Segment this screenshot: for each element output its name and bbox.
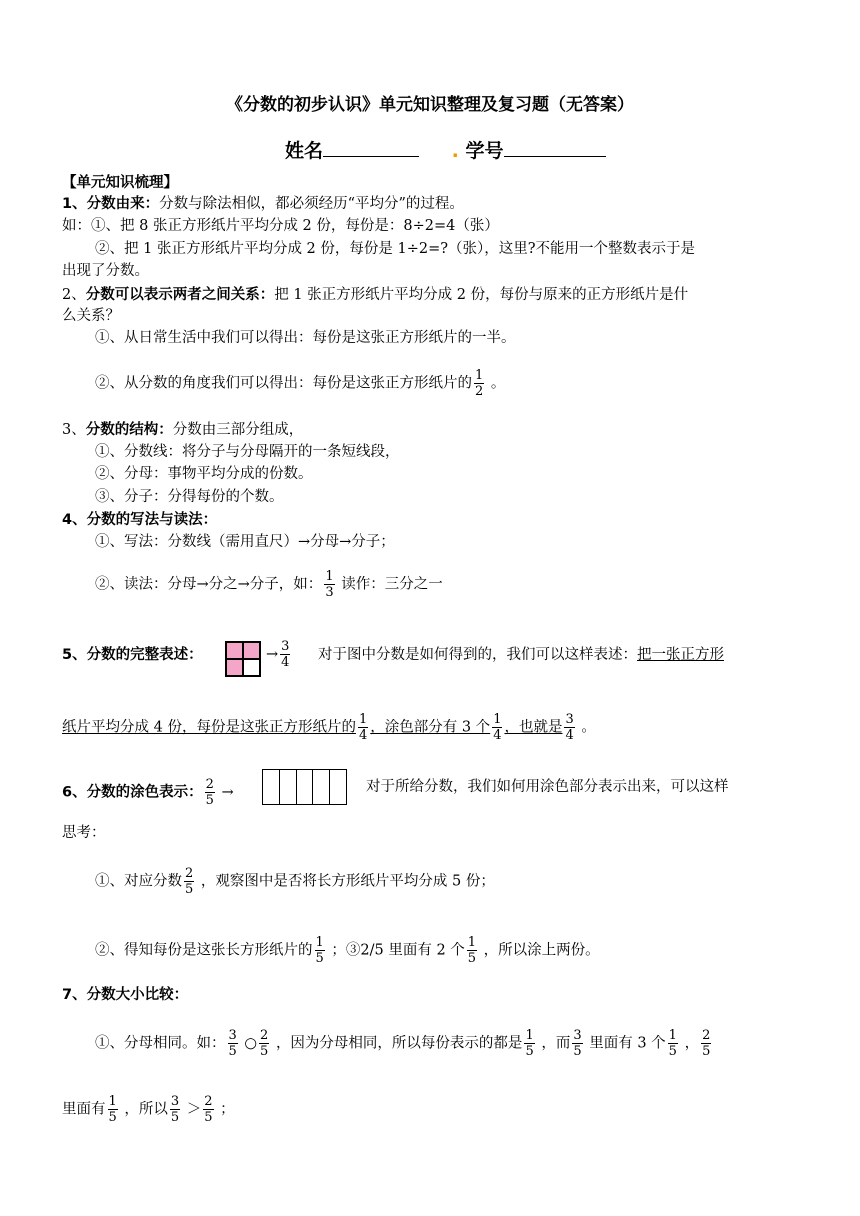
rect-part [263, 770, 280, 804]
fraction-two-fifths: $\frac{2}{5}$ [185, 866, 194, 897]
rect-part [313, 770, 330, 804]
fraction-third: $\frac{1}{3}$ [325, 569, 334, 600]
id-label: 学号 [465, 140, 504, 162]
s7-p1: ①、分母相同。如： $\frac{3}{5}$ ○ $\frac{2}{5}$ ，因为分母相同，所以每份表示的都是 $\frac{1}{5}$ ，而 $\frac{3}{5}$ 里面有 3 个 $\frac{1}{5}$ ， $\frac{2}{5}$ [95, 1028, 711, 1059]
fraction-one-fifth: $\frac{1}{5}$ [108, 1094, 117, 1125]
s1-ex1: 如：①、把 8 张正方形纸片平均分成 2 份，每份是：8÷2=4（张） [62, 218, 499, 234]
fraction-two-fifths: $\frac{2}{5}$ [260, 1028, 269, 1059]
rect-part [280, 770, 297, 804]
fraction-two-fifths: $\frac{2}{5}$ [702, 1028, 711, 1059]
rect-part [330, 770, 346, 804]
name-label: 姓名 [285, 140, 324, 162]
section-header: 【单元知识梳理】 [62, 175, 178, 191]
fraction-one-fifth: $\frac{1}{5}$ [467, 935, 477, 966]
page-title: 《分数的初步认识》单元知识整理及复习题（无答案） [226, 95, 634, 115]
name-id-row [285, 136, 606, 163]
fraction-three-fifths: $\frac{3}{5}$ [228, 1028, 237, 1059]
s7-p2: 里面有 $\frac{1}{5}$ ，所以 $\frac{3}{5}$ ＞ $\frac{2}{5}$ ； [62, 1094, 235, 1125]
fraction-three-fifths: $\frac{3}{5}$ [573, 1028, 582, 1059]
s6-p2: ②、得知每份是这张长方形纸片的 $\frac{1}{5}$ ；③2/5 里面有 2 个 $\frac{1}{5}$ ，所以涂上两份。 [95, 935, 600, 966]
s4-p1: ①、写法：分数线（需用直尺）→分母→分子； [95, 534, 395, 550]
s7-head: 7、分数大小比较： [62, 987, 189, 1003]
s1-ex2a: ②、把 1 张正方形纸片平均分成 2 份，每份是 1÷2=?（张），这里?不能用一个整数表示于是 [95, 241, 696, 257]
s6-head: 6、分数的涂色表示： $\frac{2}{5}$ → [62, 777, 234, 808]
s1-head: 1、分数由来： [62, 196, 160, 212]
s4-head: 4、分数的写法与读法： [62, 512, 218, 528]
s2-p2: ②、从分数的角度我们可以得出：每份是这张正方形纸片的 $\frac{1}{2}$ 。 [95, 368, 506, 399]
s5-text: 对于图中分数是如何得到的，我们可以这样表述：把一张正方形 [318, 647, 724, 663]
s5-head: 5、分数的完整表述： [62, 647, 203, 663]
fraction-half: $\frac{1}{2}$ [475, 368, 484, 399]
fraction-three-quarters: $\frac{3}{4}$ [565, 712, 574, 743]
fraction-one-fifth: $\frac{1}{5}$ [668, 1028, 677, 1059]
dot-mark: . [451, 140, 459, 162]
s4-p2: ②、读法：分母→分之→分子，如： $\frac{1}{3}$ 读作：三分之一 [95, 569, 443, 600]
fraction-two-fifths: $\frac{2}{5}$ [205, 777, 214, 808]
s3-p2: ②、分母：事物平均分成的份数。 [95, 466, 313, 482]
s2-p1: ①、从日常生活中我们可以得出：每份是这张正方形纸片的一半。 [95, 330, 516, 346]
fraction-three-quarters: $\frac{3}{4}$ [281, 639, 290, 670]
rectangle-figure [262, 769, 347, 805]
fraction-two-fifths: $\frac{2}{5}$ [204, 1094, 213, 1125]
square-part [226, 659, 243, 676]
square-part [243, 659, 260, 676]
id-blank[interactable] [504, 140, 606, 157]
s2-line-b: 么关系？ [62, 308, 120, 324]
rect-part [297, 770, 314, 804]
s6-p1: ①、对应分数 $\frac{2}{5}$ ，观察图中是否将长方形纸片平均分成 5 份； [95, 866, 495, 897]
square-part [226, 642, 243, 659]
fraction-one-fifth: $\frac{1}{5}$ [315, 935, 324, 966]
fraction-quarter: $\frac{1}{4}$ [358, 712, 368, 743]
fraction-quarter: $\frac{1}{4}$ [493, 712, 502, 743]
s1-line: 1、分数由来：分数与除法相似，都必须经历“平均分”的过程。 [62, 196, 464, 212]
s3-p1: ①、分数线：将分子与分母隔开的一条短线段， [95, 444, 400, 460]
fraction-one-fifth: $\frac{1}{5}$ [525, 1028, 534, 1059]
square-figure [225, 641, 261, 677]
s6-text1: 对于所给分数，我们如何用涂色部分表示出来，可以这样 [366, 779, 729, 795]
s5-arrow-frac: → $\frac{3}{4}$ [266, 639, 290, 670]
s3-p3: ③、分子：分得每份的个数。 [95, 489, 284, 505]
name-blank[interactable] [323, 140, 419, 157]
s1-ex2b: 出现了分数。 [62, 263, 149, 279]
s2-line: 2、分数可以表示两者之间关系：把 1 张正方形纸片平均分成 2 份，每份与原来的正方形纸片是什 [62, 287, 689, 303]
s5-line2: 纸片平均分成 4 份，每份是这张正方形纸片的 $\frac{1}{4}$ ，涂色部分有 3 个 $\frac{1}{4}$ ，也就是 $\frac{3}{4}$ 。 [62, 712, 596, 743]
fraction-three-fifths: $\frac{3}{5}$ [170, 1094, 180, 1125]
square-part [243, 642, 260, 659]
s6-text2: 思考： [62, 825, 106, 841]
s3-line: 3、分数的结构：分数由三部分组成， [62, 422, 304, 438]
